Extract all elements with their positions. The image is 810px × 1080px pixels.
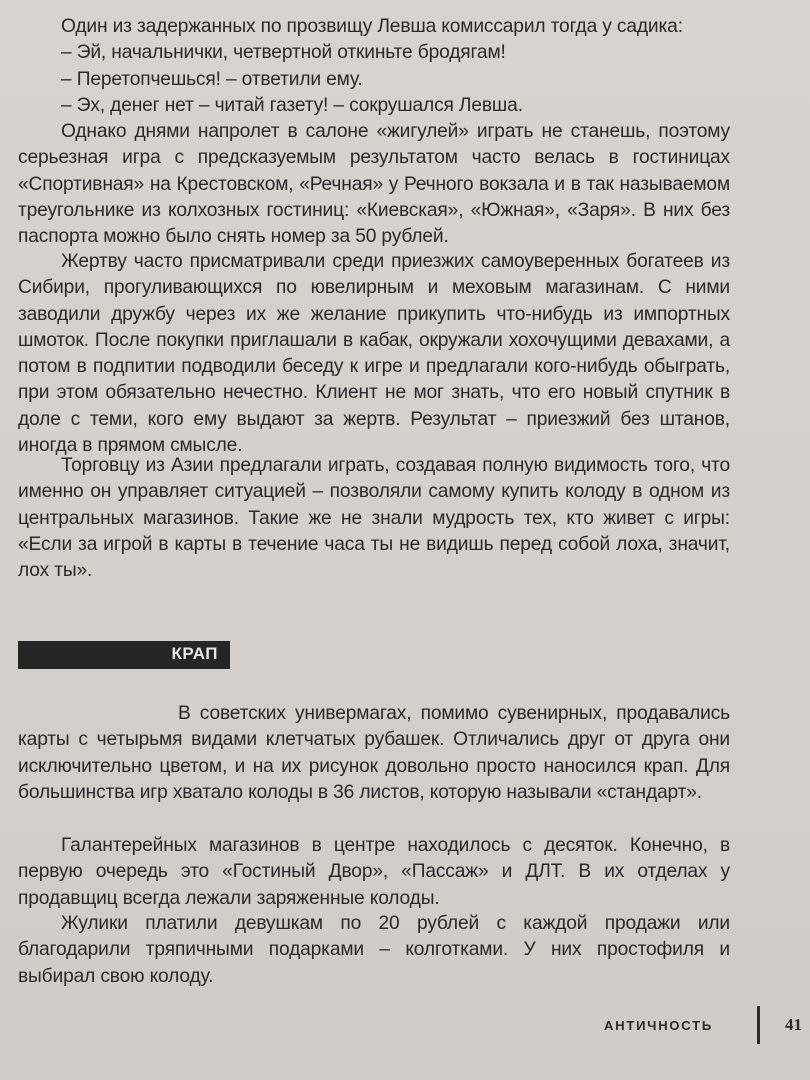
intro-line: – Перетопчешься! – ответили ему.	[61, 68, 363, 90]
section-heading-bar	[18, 641, 230, 669]
section-heading: КРАП	[171, 644, 218, 663]
intro-line: Один из задержанных по прозвищу Левша комиссарил тогда у садика:	[61, 16, 683, 37]
section-body	[18, 911, 730, 990]
body-paragraph: Жулики платили девушкам по 20 рублей с каждой продажи или благодарили тряпичными подарками – колготками. У них простофиля и выбирал свою колоду.	[18, 913, 730, 987]
body-section	[18, 249, 730, 459]
section-body	[18, 701, 730, 806]
body-paragraph: Галантерейных магазинов в центре находилось с десяток. Конечно, в первую очередь это «Гостиный Двор», «Пассаж» и ДЛТ. В их отделах у продавщиц всегда лежали заряженные колоды.	[18, 835, 730, 909]
page-number: 41	[785, 1015, 802, 1034]
body-paragraph: Однако днями напролет в салоне «жигулей» играть не станешь, поэтому серьезная игра с предсказуемым результатом часто велась в гостиницах «Спортивная» на Крестовском, «Речная» у Речного вокзала и в так называемом треугольнике из колхозных гостиниц: «Киевская», «Южная», «Заря». В них без паспорта можно было снять номер за 50 рублей.	[18, 121, 730, 248]
running-footer-section: АНТИЧНОСТЬ	[604, 1018, 714, 1033]
section-body	[18, 833, 730, 912]
footer-divider	[757, 1006, 760, 1044]
intro-dialogue	[18, 14, 730, 251]
body-paragraph: В советских универмагах, помимо сувенирных, продавались карты с четырьмя видами клетчатых рубашек. Отличались друг от друга они исключительно цветом, и на их рисунок довольно просто наносился крап. Для большинства игр хватало колоды в 36 листов, которую называли «стандарт».	[18, 703, 730, 803]
body-paragraph: Жертву часто присматривали среди приезжих самоуверенных богатеев из Сибири, прогуливающихся по ювелирным и меховым магазинам. С ними заводили дружбу через их же желание прикупить что-нибудь из импортных шмоток. После покупки приглашали в кабак, окружали хохочущими девахами, а потом в подпитии подводили беседу к игре и предлагали кого-нибудь обыграть, при этом обязательно нечестно. Клиент не мог знать, что его новый спутник в доле с теми, кого ему выдают за жертв. Результат – приезжий без штанов, иногда в прямом смысле.	[18, 251, 730, 457]
body-paragraph: Торговцу из Азии предлагали играть, создавая полную видимость того, что именно он управляет ситуацией – позволяли самому купить колоду в одном из центральных магазинов. Такие же не знали мудрость тех, кто живет с игры: «Если за игрой в карты в течение часа ты не видишь перед собой лоха, значит, лох ты».	[18, 455, 730, 582]
intro-line: – Эх, денег нет – читай газету! – сокрушался Левша.	[61, 94, 523, 116]
intro-line: – Эй, начальнички, четвертной откиньте бродягам!	[61, 42, 506, 64]
body-section	[18, 453, 730, 584]
